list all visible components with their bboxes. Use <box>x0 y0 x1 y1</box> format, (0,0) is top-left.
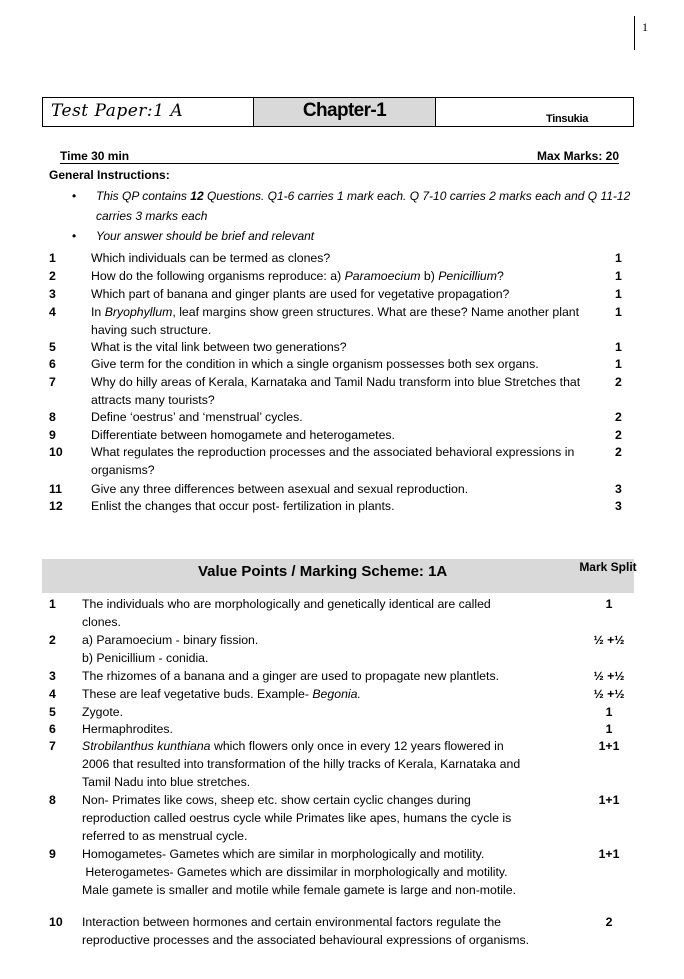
question-text <box>91 408 591 426</box>
text-run: b) <box>420 269 439 283</box>
answer-text <box>82 737 582 791</box>
answer-text <box>82 845 582 899</box>
instruction-text-pre: This QP contains <box>96 189 191 203</box>
question-number: 3 <box>49 287 56 301</box>
text-run: ? <box>497 269 504 283</box>
question-number: 10 <box>49 445 63 459</box>
question-number: 5 <box>49 340 56 354</box>
text-run: a) Paramoecium - binary fission. <box>82 633 259 647</box>
question-marks: 1 <box>615 357 622 371</box>
text-run: The individuals who are morphologically and genetically identical are called <box>82 597 491 611</box>
answer-line <box>82 845 582 863</box>
answer-text <box>82 913 582 949</box>
answer-line <box>82 755 582 773</box>
answer-number: 2 <box>49 633 56 647</box>
instruction-text <box>96 186 631 226</box>
question-marks: 3 <box>615 499 622 513</box>
answer-marks: 1+1 <box>598 793 620 807</box>
answer-line <box>82 595 582 613</box>
question-text <box>91 373 591 409</box>
header-table <box>42 97 634 127</box>
text-run: How do the following organisms reproduce: a) <box>91 269 345 283</box>
question-text <box>91 497 591 515</box>
italic-text: Bryophyllum <box>104 305 173 319</box>
text-run: Give any three differences between asexual and sexual reproduction. <box>91 482 469 496</box>
question-marks: 1 <box>615 305 622 319</box>
answer-marks: ½ +½ <box>593 687 625 701</box>
marking-scheme-header <box>42 559 637 593</box>
answer-line <box>82 631 582 649</box>
question-text <box>91 355 591 373</box>
text-run: Enlist the changes that occur post- fertilization in plants. <box>91 499 395 513</box>
answer-number: 7 <box>49 739 56 753</box>
chapter-title: Chapter-1 <box>302 100 387 121</box>
text-run: Tamil Nadu into blue stretches. <box>82 775 251 789</box>
text-run: Hermaphrodites. <box>82 722 173 736</box>
instruction-text-post: Questions. Q1-6 carries 1 mark each. Q 7-10 carries 2 marks each and Q 11-12 carries 3 marks each <box>96 189 631 223</box>
question-marks: 1 <box>615 340 622 354</box>
answer-number: 8 <box>49 793 56 807</box>
question-number: 8 <box>49 410 56 424</box>
text-run: Why do hilly areas of Kerala, Karnataka and Tamil Nadu transform into blue Stretches that attracts many tourists? <box>91 375 581 407</box>
italic-text: Paramoecium <box>344 269 421 283</box>
answer-number: 1 <box>49 597 56 611</box>
place-cell <box>436 98 633 126</box>
instruction-text <box>96 226 631 246</box>
question-text <box>91 426 591 444</box>
question-number: 7 <box>49 375 56 389</box>
text-run: Male gamete is smaller and motile while female gamete is large and non-motile. <box>82 883 517 897</box>
answer-number: 3 <box>49 669 56 683</box>
text-run: Zygote. <box>82 705 124 719</box>
answer-number: 9 <box>49 847 56 861</box>
answer-line <box>82 685 582 703</box>
answer-line <box>82 863 582 881</box>
text-run: What is the vital link between two generations? <box>91 340 347 354</box>
text-run: Which part of banana and ginger plants are used for vegetative propagation? <box>91 287 510 301</box>
question-marks: 1 <box>615 269 622 283</box>
question-number: 11 <box>49 482 62 496</box>
question-text <box>91 338 591 356</box>
answer-marks: 1+1 <box>598 847 620 861</box>
answer-marks: 1 <box>605 597 613 611</box>
answer-text <box>82 720 582 738</box>
text-run: reproductive processes and the associated behavioural expressions of organisms. <box>82 933 530 947</box>
italic-text: Penicillium <box>438 269 498 283</box>
page-number: 1 <box>642 20 648 34</box>
max-marks: Max Marks: 20 <box>536 149 619 163</box>
test-title-cell <box>43 98 254 126</box>
answer-line <box>82 791 582 809</box>
instruction-text-pre: Your answer should be brief and relevant <box>96 229 315 243</box>
text-run: Interaction between hormones and certain environmental factors regulate the <box>82 915 502 929</box>
answer-number: 10 <box>49 915 63 929</box>
question-marks: 2 <box>615 375 622 389</box>
question-number: 12 <box>49 499 63 513</box>
answer-line <box>82 720 582 738</box>
answer-line <box>82 931 582 949</box>
bullet-dot: • <box>72 189 77 203</box>
answer-text <box>82 685 582 703</box>
answer-number: 6 <box>49 722 56 736</box>
answer-number: 4 <box>49 687 56 701</box>
text-run: , leaf margins show green structures. What are these? Name another plant having such structure. <box>91 305 580 337</box>
text-run: These are leaf vegetative buds. Example- <box>82 687 313 701</box>
answer-line <box>82 809 582 827</box>
italic-text: Strobilanthus kunthiana <box>82 739 211 753</box>
question-number: 2 <box>49 269 56 283</box>
question-text <box>91 249 591 267</box>
answer-line <box>82 827 582 845</box>
text-run: which flowers only once in every 12 years flowered in <box>210 739 504 753</box>
text-run: Which individuals can be termed as clones? <box>91 251 331 265</box>
text-run: Non- Primates like cows, sheep etc. show certain cyclic changes during <box>82 793 471 807</box>
answer-number: 5 <box>49 705 56 719</box>
question-marks: 3 <box>615 482 622 496</box>
text-run: Heterogametes- Gametes which are dissimilar in morphologically and motility. <box>82 865 508 879</box>
answer-line <box>82 649 582 667</box>
question-text <box>91 480 591 498</box>
test-title: Test Paper:1 A <box>51 101 184 121</box>
answer-line <box>82 737 582 755</box>
text-run: Define ‘oestrus’ and ‘menstrual’ cycles. <box>91 410 303 424</box>
chapter-cell <box>254 98 436 126</box>
answer-line <box>82 773 582 791</box>
text-run: What regulates the reproduction processes and the associated behavioral expressions in organisms? <box>91 445 575 477</box>
text-run: The rhizomes of a banana and a ginger are used to propagate new plantlets. <box>82 669 500 683</box>
answer-marks: 2 <box>605 915 613 929</box>
question-text <box>91 303 591 339</box>
text-run: 2006 that resulted into transformation of the hilly tracks of Kerala, Karnataka and <box>82 757 521 771</box>
bullet-dot: • <box>72 229 77 243</box>
time-marks-line <box>60 149 619 164</box>
answer-text <box>82 703 582 721</box>
question-number: 4 <box>49 305 56 319</box>
answer-text <box>82 791 582 845</box>
question-text <box>91 285 591 303</box>
answer-text <box>82 595 582 631</box>
page-number-divider <box>634 16 635 50</box>
place-name: Tinsukia <box>546 113 589 125</box>
text-run: reproduction called oestrus cycle while Primates like apes, humans the cycle is <box>82 811 512 825</box>
answer-marks: ½ +½ <box>593 669 625 683</box>
mark-split-text: Mark Split <box>579 560 637 574</box>
question-text <box>91 443 591 479</box>
answer-text <box>82 631 582 667</box>
text-run: b) Penicillium - conidia. <box>82 651 209 665</box>
question-number: 9 <box>49 428 56 442</box>
instruction-text-bold: 12 <box>190 189 204 203</box>
text-run: Homogametes- Gametes which are similar in morphologically and motility. <box>82 847 485 861</box>
text-run: referred to as menstrual cycle. <box>82 829 248 843</box>
text-run: clones. <box>82 615 121 629</box>
time-allowed: Time 30 min <box>60 149 130 163</box>
question-text <box>91 267 591 285</box>
text-run: Differentiate between homogamete and heterogametes. <box>91 428 395 442</box>
question-number: 1 <box>49 251 56 265</box>
answer-text <box>82 667 582 685</box>
question-marks: 2 <box>615 410 622 424</box>
question-marks: 1 <box>615 251 622 265</box>
answer-marks: 1 <box>605 722 613 736</box>
question-marks: 2 <box>615 428 622 442</box>
answer-line <box>82 703 582 721</box>
answer-line <box>82 913 582 931</box>
question-number: 6 <box>49 357 56 371</box>
text-run: Give term for the condition in which a single organism possesses both sex organs. <box>91 357 539 371</box>
text-run: In <box>91 305 105 319</box>
question-marks: 2 <box>615 445 622 459</box>
general-instructions-label: General Instructions: <box>49 168 170 182</box>
answer-line <box>82 667 582 685</box>
question-marks: 1 <box>615 287 622 301</box>
answer-marks: ½ +½ <box>593 633 625 647</box>
answer-line <box>82 613 582 631</box>
italic-text: Begonia. <box>312 687 361 701</box>
mark-split-label <box>578 559 638 576</box>
marking-scheme-title: Value Points / Marking Scheme: 1A <box>198 563 448 580</box>
answer-line <box>82 881 582 899</box>
answer-marks: 1+1 <box>598 739 620 753</box>
answer-marks: 1 <box>605 705 613 719</box>
